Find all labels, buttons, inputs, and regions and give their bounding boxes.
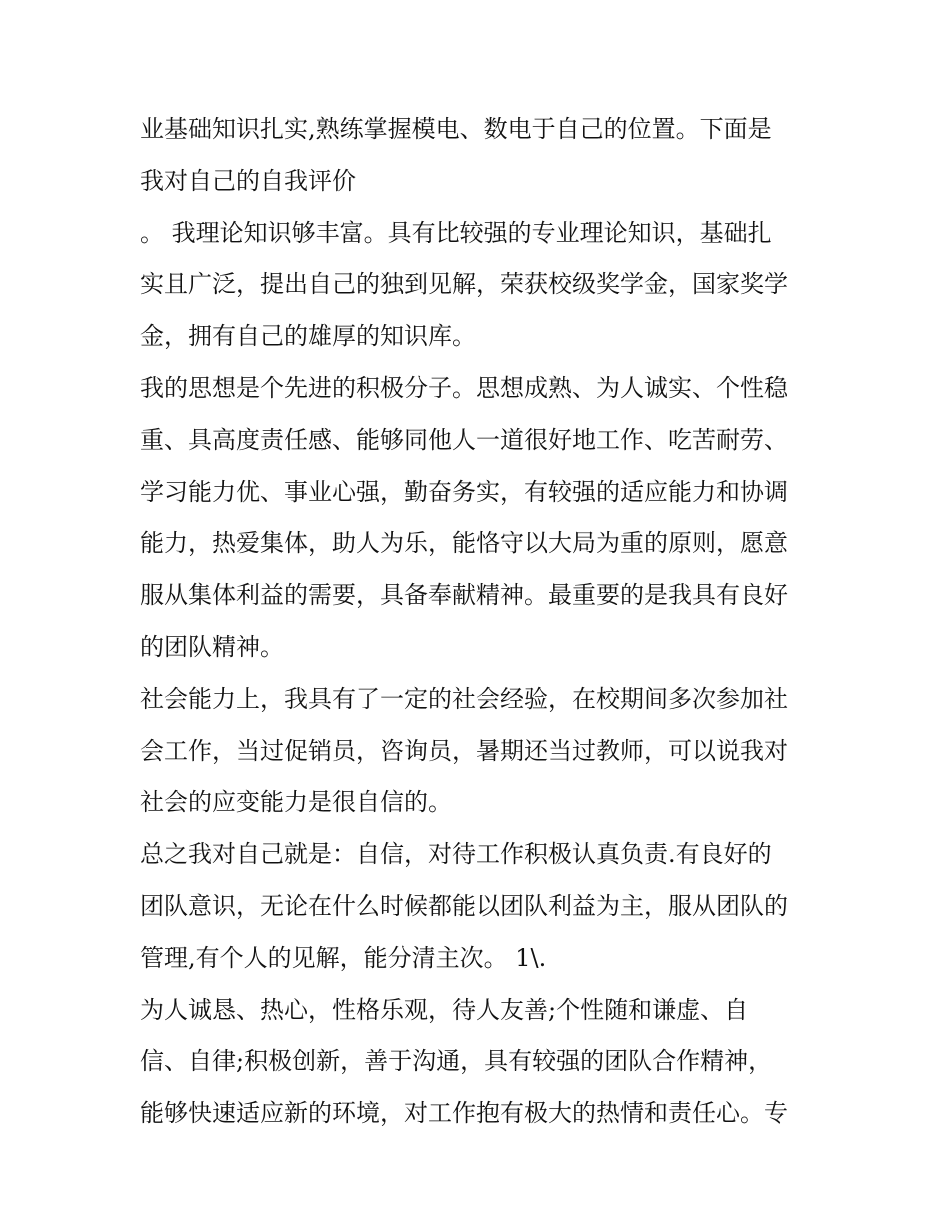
text-line: 管理,有个人的见解，能分清主次。 1\. xyxy=(140,943,547,972)
text-line: 为人诚恳、热心，性格乐观，待人友善;个性随和谦虚、自 xyxy=(140,995,749,1024)
text-line: 总之我对自己就是：自信，对待工作积极认真负责.有良好的 xyxy=(140,840,772,869)
text-line: 会工作，当过促销员，咨询员，暑期还当过教师，可以说我对 xyxy=(140,736,788,765)
text-line: 社会能力上，我具有了一定的社会经验，在校期间多次参加社 xyxy=(140,684,788,713)
text-line: 的团队精神。 xyxy=(140,632,284,661)
text-line: 社会的应变能力是很自信的。 xyxy=(140,788,452,817)
text-line: 能力，热爱集体，助人为乐，能恪守以大局为重的原则，愿意 xyxy=(140,529,788,558)
text-line: 重、具高度责任感、能够同他人一道很好地工作、吃苦耐劳、 xyxy=(140,425,788,454)
text-line: 能够快速适应新的环境，对工作抱有极大的热情和责任心。专 xyxy=(140,1099,788,1128)
text-line: 实且广泛，提出自己的独到见解，荣获校级奖学金，国家奖学 xyxy=(140,270,788,299)
text-line: 学习能力优、事业心强，勤奋务实，有较强的适应能力和协调 xyxy=(140,477,788,506)
body-text xyxy=(140,104,830,1140)
text-line: 信、自律;积极创新，善于沟通，具有较强的团队合作精神， xyxy=(140,1047,773,1076)
text-line: 金，拥有自己的雄厚的知识库。 xyxy=(140,322,476,351)
text-line: 团队意识，无论在什么时候都能以团队利益为主，服从团队的 xyxy=(140,891,788,920)
text-line: 我对自己的自我评价 xyxy=(140,166,356,195)
text-line: 我的思想是个先进的积极分子。思想成熟、为人诚实、个性稳 xyxy=(140,373,788,402)
text-line: 服从集体利益的需要，具备奉献精神。最重要的是我具有良好 xyxy=(140,581,788,610)
text-line: 业基础知识扎实,熟练掌握模电、数电于自己的位置。下面是 xyxy=(140,115,772,143)
text-line: 。 我理论知识够丰富。具有比较强的专业理论知识，基础扎 xyxy=(140,218,772,247)
